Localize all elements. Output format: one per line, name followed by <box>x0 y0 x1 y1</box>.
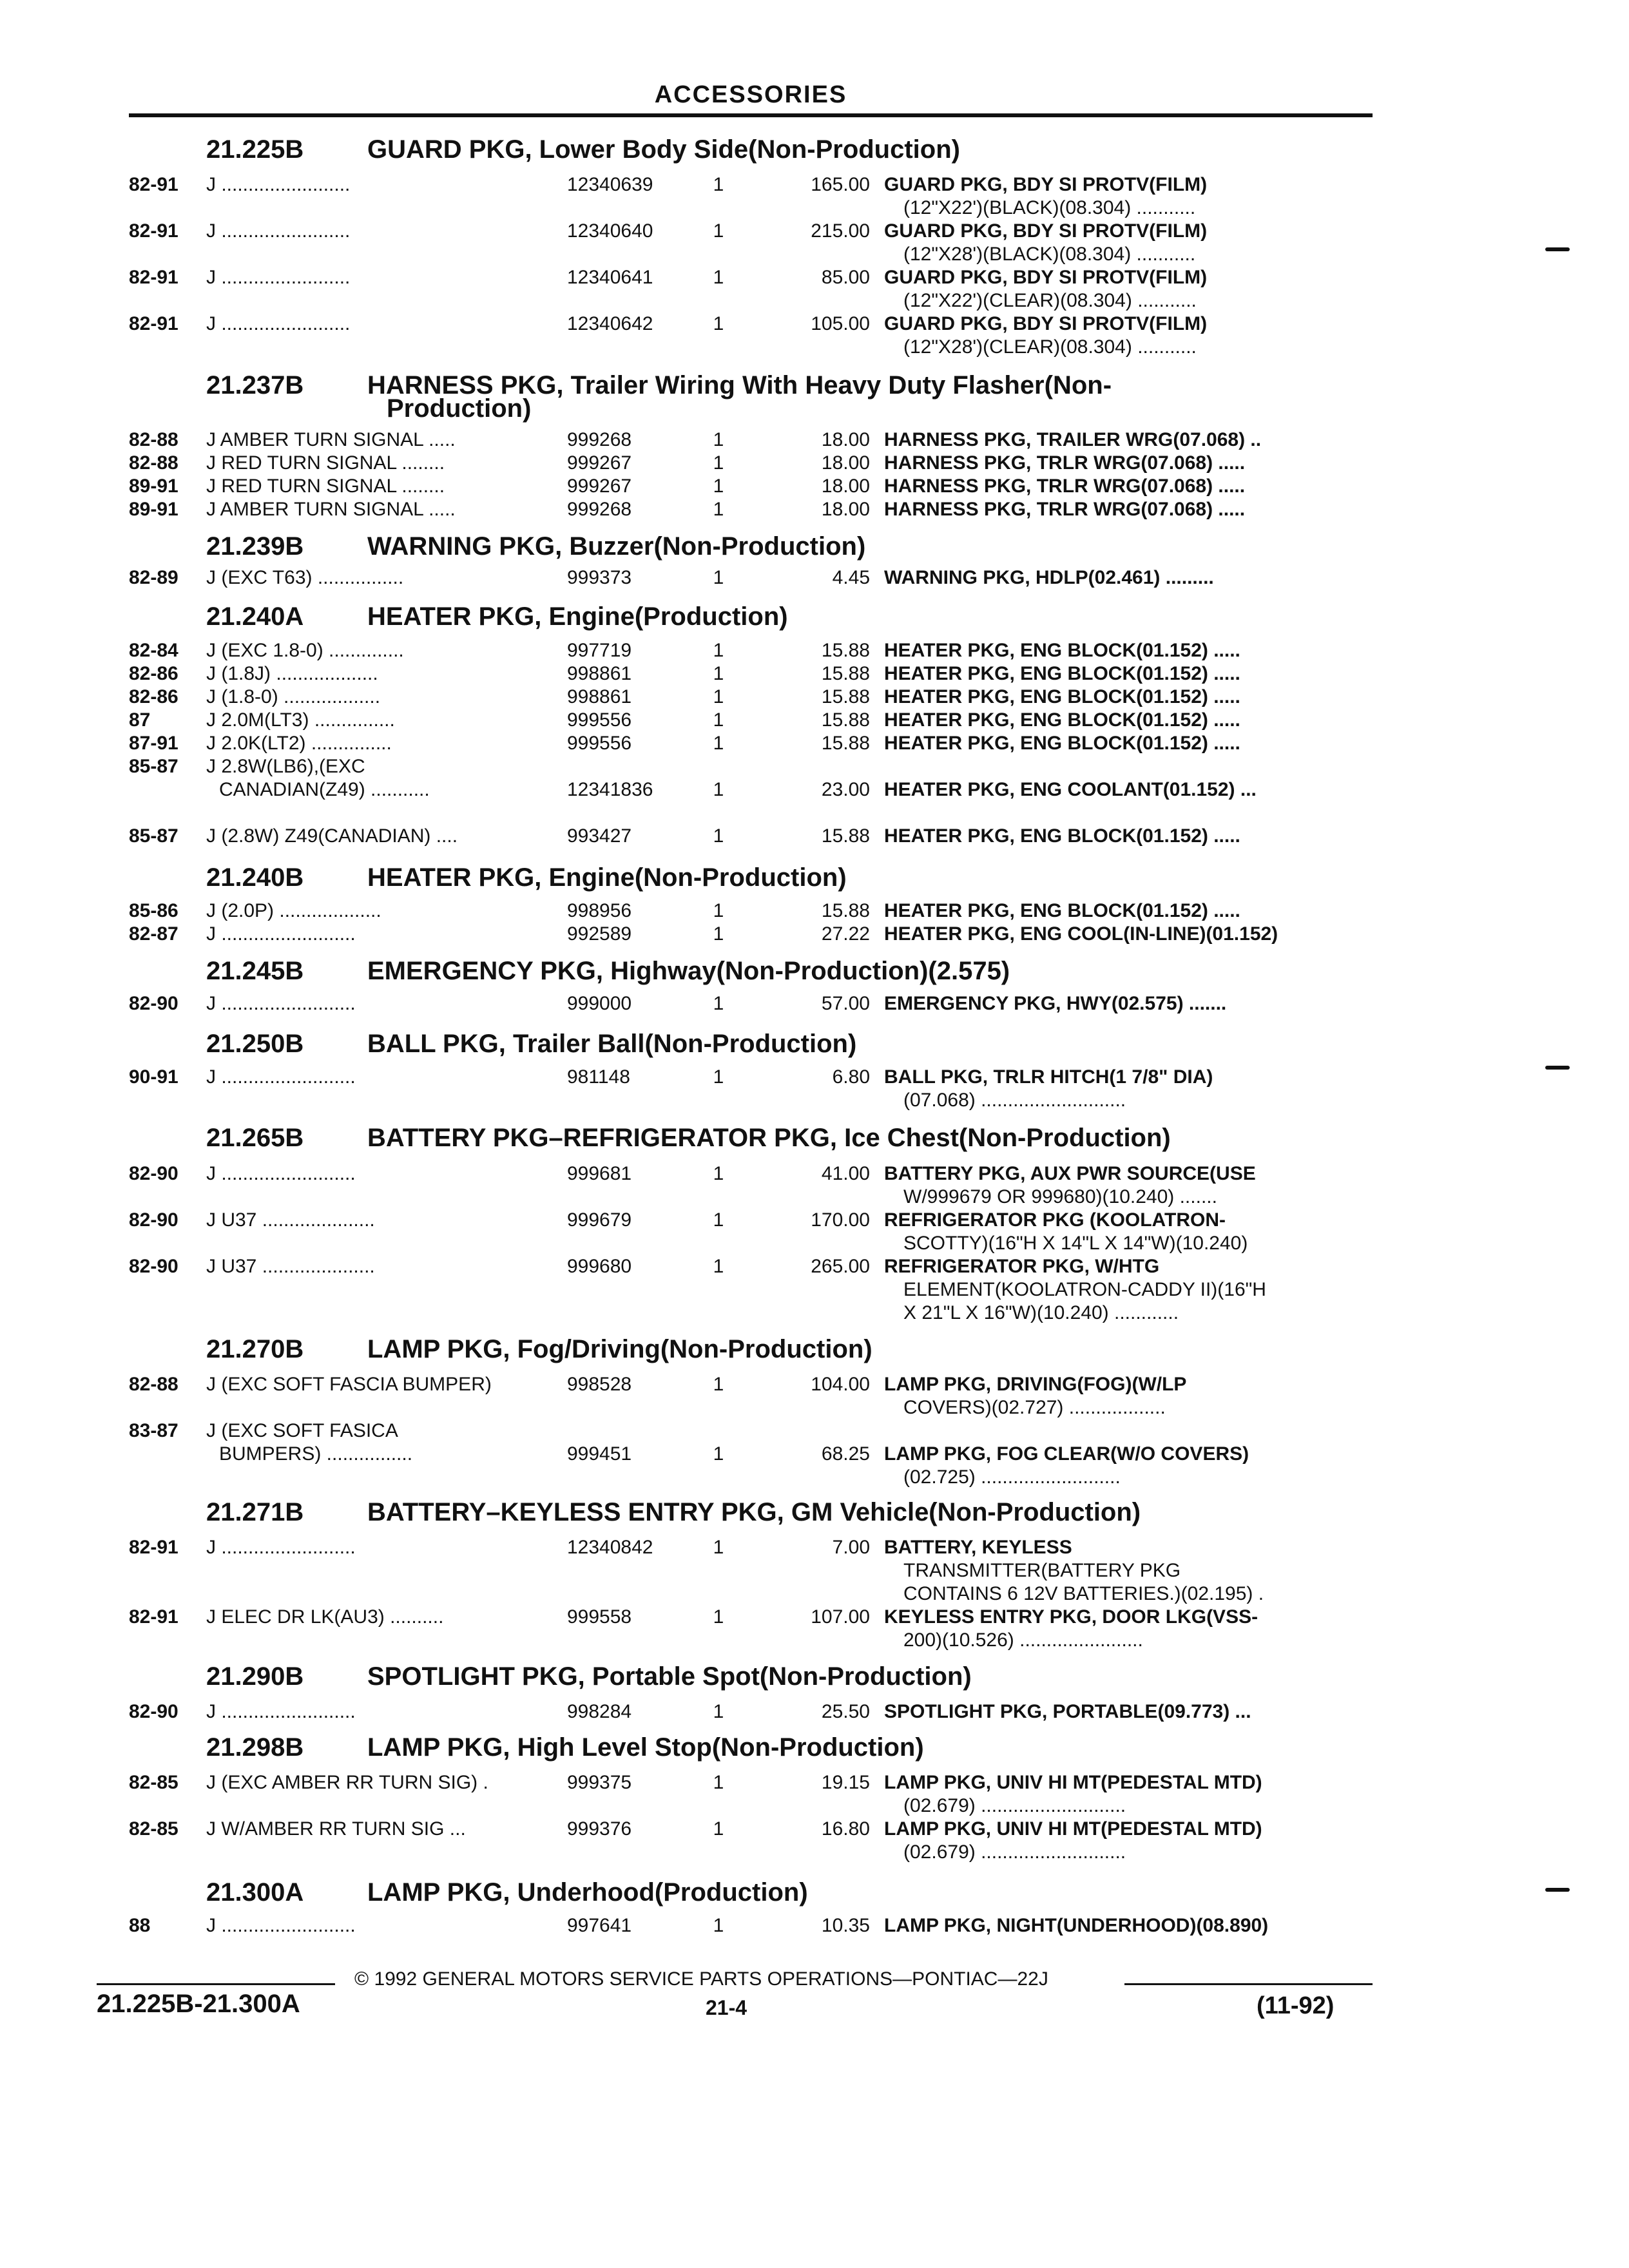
model-years: 89-91 <box>129 476 178 497</box>
part-description-continued: W/999679 OR 999680)(10.240) ....... <box>903 1186 1217 1207</box>
usage-code: J ........................ <box>206 220 351 242</box>
quantity: 1 <box>713 429 724 450</box>
model-years: 85-87 <box>129 825 178 847</box>
section-code: 21.290B <box>206 1662 304 1691</box>
usage-code: J (2.0P) ................... <box>206 900 381 921</box>
part-number: 999375 <box>567 1772 632 1793</box>
part-number: 12340641 <box>567 267 653 288</box>
price: 15.88 <box>821 663 870 684</box>
part-number: 999451 <box>567 1443 632 1465</box>
part-number: 998861 <box>567 663 632 684</box>
model-years: 88 <box>129 1915 151 1936</box>
model-years: 83-87 <box>129 1420 178 1441</box>
footer-date: (11-92) <box>1257 1992 1335 2019</box>
part-description: LAMP PKG, DRIVING(FOG)(W/LP <box>884 1374 1187 1395</box>
part-number: 981148 <box>567 1066 630 1088</box>
part-description: GUARD PKG, BDY SI PROTV(FILM) <box>884 267 1208 288</box>
price: 7.00 <box>832 1537 870 1558</box>
price: 18.00 <box>821 429 870 450</box>
footer-copyright: © 1992 GENERAL MOTORS SERVICE PARTS OPERATIONS—PONTIAC—22J <box>354 1968 1048 1990</box>
quantity: 1 <box>713 452 724 474</box>
section-code: 21.239B <box>206 532 304 561</box>
part-number: 999267 <box>567 452 632 474</box>
model-years: 82-90 <box>129 1256 178 1277</box>
quantity: 1 <box>713 1701 724 1722</box>
price: 18.00 <box>821 452 870 474</box>
part-number: 997719 <box>567 640 632 661</box>
quantity: 1 <box>713 267 724 288</box>
quantity: 1 <box>713 733 724 754</box>
part-description: HARNESS PKG, TRLR WRG(07.068) ..... <box>884 499 1246 520</box>
quantity: 1 <box>713 900 724 921</box>
model-years: 82-86 <box>129 686 178 707</box>
price: 105.00 <box>811 313 870 334</box>
part-number: 999000 <box>567 993 632 1014</box>
model-years: 82-90 <box>129 1701 178 1722</box>
part-description: GUARD PKG, BDY SI PROTV(FILM) <box>884 174 1208 195</box>
part-number: 999558 <box>567 1606 632 1628</box>
part-description: BATTERY, KEYLESS <box>884 1537 1072 1558</box>
part-description-continued: CONTAINS 6 12V BATTERIES.)(02.195) . <box>903 1583 1264 1604</box>
part-number: 12340642 <box>567 313 653 334</box>
price: 15.88 <box>821 900 870 921</box>
usage-code: J 2.8W(LB6),(EXC <box>206 756 365 777</box>
usage-code-continued: CANADIAN(Z49) ........... <box>219 779 430 800</box>
part-description-continued: (02.725) .......................... <box>903 1466 1121 1488</box>
usage-code: J (EXC AMBER RR TURN SIG) . <box>206 1772 488 1793</box>
part-description-continued: 200)(10.526) ....................... <box>903 1629 1143 1651</box>
quantity: 1 <box>713 923 724 945</box>
price: 19.15 <box>821 1772 870 1793</box>
model-years: 82-91 <box>129 267 178 288</box>
section-code: 21.240A <box>206 602 304 631</box>
part-description: HEATER PKG, ENG BLOCK(01.152) ..... <box>884 640 1240 661</box>
part-description: KEYLESS ENTRY PKG, DOOR LKG(VSS- <box>884 1606 1258 1628</box>
quantity: 1 <box>713 174 724 195</box>
usage-code: J (EXC 1.8-0) .............. <box>206 640 404 661</box>
part-description: GUARD PKG, BDY SI PROTV(FILM) <box>884 220 1208 242</box>
section-title: LAMP PKG, Underhood(Production) <box>367 1878 808 1907</box>
model-years: 82-88 <box>129 429 178 450</box>
model-years: 82-85 <box>129 1818 178 1840</box>
price: 165.00 <box>811 174 870 195</box>
header-rule <box>129 113 1373 117</box>
price: 16.80 <box>821 1818 870 1840</box>
usage-code: J ......................... <box>206 923 356 945</box>
part-description: HEATER PKG, ENG BLOCK(01.152) ..... <box>884 825 1240 847</box>
usage-code: J RED TURN SIGNAL ........ <box>206 452 445 474</box>
part-description: HEATER PKG, ENG COOL(IN-LINE)(01.152) <box>884 923 1278 945</box>
model-years: 82-86 <box>129 663 178 684</box>
quantity: 1 <box>713 1818 724 1840</box>
part-description: LAMP PKG, UNIV HI MT(PEDESTAL MTD) <box>884 1818 1262 1840</box>
part-number: 998528 <box>567 1374 632 1395</box>
model-years: 82-91 <box>129 313 178 334</box>
part-description: LAMP PKG, FOG CLEAR(W/O COVERS) <box>884 1443 1249 1465</box>
section-title: BATTERY PKG–REFRIGERATOR PKG, Ice Chest(Non-Production) <box>367 1124 1171 1152</box>
section-title: WARNING PKG, Buzzer(Non-Production) <box>367 532 866 561</box>
section-code: 21.237B <box>206 371 304 399</box>
usage-code-continued: BUMPERS) ................ <box>219 1443 413 1465</box>
quantity: 1 <box>713 825 724 847</box>
part-description: HEATER PKG, ENG BLOCK(01.152) ..... <box>884 709 1240 731</box>
quantity: 1 <box>713 1209 724 1231</box>
price: 15.88 <box>821 825 870 847</box>
price: 85.00 <box>821 267 870 288</box>
part-description-continued: (12"X22')(CLEAR)(08.304) ........... <box>903 290 1197 311</box>
price: 170.00 <box>811 1209 870 1231</box>
usage-code: J U37 ..................... <box>206 1256 375 1277</box>
margin-mark <box>1545 1888 1570 1892</box>
model-years: 82-91 <box>129 220 178 242</box>
quantity: 1 <box>713 779 724 800</box>
price: 6.80 <box>832 1066 870 1088</box>
part-description-continued: COVERS)(02.727) .................. <box>903 1397 1166 1418</box>
part-number: 993427 <box>567 825 632 847</box>
section-code: 21.225B <box>206 135 304 164</box>
usage-code: J RED TURN SIGNAL ........ <box>206 476 445 497</box>
part-description-continued: X 21"L X 16"W)(10.240) ............ <box>903 1302 1179 1323</box>
part-description-continued: TRANSMITTER(BATTERY PKG <box>903 1560 1181 1581</box>
section-code: 21.265B <box>206 1124 304 1152</box>
part-description: REFRIGERATOR PKG (KOOLATRON- <box>884 1209 1226 1231</box>
part-number: 12341836 <box>567 779 653 800</box>
margin-mark <box>1545 247 1570 251</box>
section-title: HEATER PKG, Engine(Production) <box>367 602 788 631</box>
quantity: 1 <box>713 993 724 1014</box>
section-title: SPOTLIGHT PKG, Portable Spot(Non-Production) <box>367 1662 972 1691</box>
part-description: HEATER PKG, ENG BLOCK(01.152) ..... <box>884 686 1240 707</box>
section-title: HARNESS PKG, Trailer Wiring With Heavy Duty Flasher(Non- <box>367 371 1112 399</box>
section-code: 21.270B <box>206 1335 304 1363</box>
usage-code: J ........................ <box>206 313 351 334</box>
quantity: 1 <box>713 1915 724 1936</box>
part-number: 999373 <box>567 567 632 588</box>
model-years: 87-91 <box>129 733 178 754</box>
part-description-continued: (12"X28')(CLEAR)(08.304) ........... <box>903 336 1197 358</box>
price: 41.00 <box>821 1163 870 1184</box>
price: 4.45 <box>832 567 870 588</box>
usage-code: J U37 ..................... <box>206 1209 375 1231</box>
part-description: HARNESS PKG, TRAILER WRG(07.068) .. <box>884 429 1262 450</box>
part-number: 999268 <box>567 499 632 520</box>
usage-code: J AMBER TURN SIGNAL ..... <box>206 429 456 450</box>
model-years: 82-89 <box>129 567 178 588</box>
section-code: 21.298B <box>206 1733 304 1762</box>
usage-code: J ......................... <box>206 1701 356 1722</box>
section-code: 21.300A <box>206 1878 304 1907</box>
part-description: BATTERY PKG, AUX PWR SOURCE(USE <box>884 1163 1256 1184</box>
usage-code: J W/AMBER RR TURN SIG ... <box>206 1818 466 1840</box>
model-years: 87 <box>129 709 151 731</box>
footer-page-number: 21-4 <box>706 1996 747 2019</box>
usage-code: J (EXC SOFT FASICA <box>206 1420 398 1441</box>
model-years: 85-87 <box>129 756 178 777</box>
part-description: SPOTLIGHT PKG, PORTABLE(09.773) ... <box>884 1701 1251 1722</box>
price: 18.00 <box>821 499 870 520</box>
model-years: 89-91 <box>129 499 178 520</box>
usage-code: J (EXC SOFT FASCIA BUMPER) <box>206 1374 492 1395</box>
section-code: 21.250B <box>206 1030 304 1058</box>
price: 10.35 <box>821 1915 870 1936</box>
footer-rule-left <box>97 1983 335 1985</box>
usage-code: J (2.8W) Z49(CANADIAN) .... <box>206 825 458 847</box>
part-number: 999679 <box>567 1209 632 1231</box>
part-description-continued: ELEMENT(KOOLATRON-CADDY II)(16"H <box>903 1279 1266 1300</box>
part-number: 12340639 <box>567 174 653 195</box>
quantity: 1 <box>713 1163 724 1184</box>
price: 15.88 <box>821 733 870 754</box>
part-number: 999681 <box>567 1163 632 1184</box>
section-title: BATTERY–KEYLESS ENTRY PKG, GM Vehicle(Non-Production) <box>367 1498 1141 1526</box>
usage-code: J (1.8J) ................... <box>206 663 378 684</box>
usage-code: J AMBER TURN SIGNAL ..... <box>206 499 456 520</box>
model-years: 82-88 <box>129 1374 178 1395</box>
model-years: 82-90 <box>129 1209 178 1231</box>
section-title: LAMP PKG, High Level Stop(Non-Production) <box>367 1733 924 1762</box>
quantity: 1 <box>713 1772 724 1793</box>
usage-code: J ......................... <box>206 1915 356 1936</box>
price: 27.22 <box>821 923 870 945</box>
part-number: 12340842 <box>567 1537 653 1558</box>
quantity: 1 <box>713 1256 724 1277</box>
price: 215.00 <box>811 220 870 242</box>
price: 25.50 <box>821 1701 870 1722</box>
model-years: 82-84 <box>129 640 178 661</box>
part-description: GUARD PKG, BDY SI PROTV(FILM) <box>884 313 1208 334</box>
part-description-continued: (07.068) ........................... <box>903 1090 1126 1111</box>
usage-code: J ......................... <box>206 993 356 1014</box>
price: 23.00 <box>821 779 870 800</box>
footer-section-range: 21.225B-21.300A <box>97 1990 300 2018</box>
section-title-continued: Production) <box>387 394 532 423</box>
usage-code: J 2.0K(LT2) ............... <box>206 733 392 754</box>
part-description: HEATER PKG, ENG BLOCK(01.152) ..... <box>884 900 1240 921</box>
usage-code: J ........................ <box>206 267 351 288</box>
price: 68.25 <box>821 1443 870 1465</box>
part-description: BALL PKG, TRLR HITCH(1 7/8" DIA) <box>884 1066 1213 1088</box>
part-number: 999267 <box>567 476 632 497</box>
quantity: 1 <box>713 1606 724 1628</box>
quantity: 1 <box>713 313 724 334</box>
part-number: 998284 <box>567 1701 632 1722</box>
part-number: 998861 <box>567 686 632 707</box>
quantity: 1 <box>713 1374 724 1395</box>
price: 107.00 <box>811 1606 870 1628</box>
section-title: GUARD PKG, Lower Body Side(Non-Production) <box>367 135 960 164</box>
quantity: 1 <box>713 567 724 588</box>
usage-code: J (EXC T63) ................ <box>206 567 404 588</box>
model-years: 82-90 <box>129 1163 178 1184</box>
quantity: 1 <box>713 686 724 707</box>
quantity: 1 <box>713 499 724 520</box>
part-number: 997641 <box>567 1915 632 1936</box>
part-number: 992589 <box>567 923 632 945</box>
section-title: BALL PKG, Trailer Ball(Non-Production) <box>367 1030 857 1058</box>
model-years: 82-91 <box>129 1606 178 1628</box>
price: 15.88 <box>821 686 870 707</box>
usage-code: J 2.0M(LT3) ............... <box>206 709 395 731</box>
part-number: 999556 <box>567 733 632 754</box>
part-description: HEATER PKG, ENG COOLANT(01.152) ... <box>884 779 1257 800</box>
part-description: LAMP PKG, UNIV HI MT(PEDESTAL MTD) <box>884 1772 1262 1793</box>
quantity: 1 <box>713 1443 724 1465</box>
quantity: 1 <box>713 220 724 242</box>
quantity: 1 <box>713 1537 724 1558</box>
part-description: HEATER PKG, ENG BLOCK(01.152) ..... <box>884 733 1240 754</box>
part-number: 999680 <box>567 1256 632 1277</box>
part-description-continued: (12"X22')(BLACK)(08.304) ........... <box>903 197 1196 218</box>
usage-code: J ELEC DR LK(AU3) .......... <box>206 1606 444 1628</box>
part-description-continued: (02.679) ........................... <box>903 1795 1126 1816</box>
section-code: 21.271B <box>206 1498 304 1526</box>
section-code: 21.240B <box>206 863 304 892</box>
model-years: 82-91 <box>129 174 178 195</box>
usage-code: J ......................... <box>206 1537 356 1558</box>
model-years: 82-85 <box>129 1772 178 1793</box>
quantity: 1 <box>713 1066 724 1088</box>
part-description-continued: SCOTTY)(16"H X 14"L X 14"W)(10.240) <box>903 1233 1248 1254</box>
part-description: LAMP PKG, NIGHT(UNDERHOOD)(08.890) <box>884 1915 1269 1936</box>
part-description: WARNING PKG, HDLP(02.461) ......... <box>884 567 1214 588</box>
usage-code: J ........................ <box>206 174 351 195</box>
part-description-continued: (12"X28')(BLACK)(08.304) ........... <box>903 244 1196 265</box>
margin-mark <box>1545 1066 1570 1070</box>
model-years: 90-91 <box>129 1066 178 1088</box>
price: 15.88 <box>821 709 870 731</box>
quantity: 1 <box>713 640 724 661</box>
part-description: HARNESS PKG, TRLR WRG(07.068) ..... <box>884 476 1246 497</box>
model-years: 82-88 <box>129 452 178 474</box>
usage-code: J ......................... <box>206 1163 356 1184</box>
footer-rule-right <box>1124 1983 1373 1985</box>
quantity: 1 <box>713 709 724 731</box>
part-description: HARNESS PKG, TRLR WRG(07.068) ..... <box>884 452 1246 474</box>
part-number: 998956 <box>567 900 632 921</box>
price: 18.00 <box>821 476 870 497</box>
quantity: 1 <box>713 663 724 684</box>
part-description: REFRIGERATOR PKG, W/HTG <box>884 1256 1160 1277</box>
price: 57.00 <box>821 993 870 1014</box>
page-title: ACCESSORIES <box>654 81 847 108</box>
model-years: 82-90 <box>129 993 178 1014</box>
section-title: LAMP PKG, Fog/Driving(Non-Production) <box>367 1335 872 1363</box>
price: 265.00 <box>811 1256 870 1277</box>
usage-code: J (1.8-0) .................. <box>206 686 381 707</box>
section-title: EMERGENCY PKG, Highway(Non-Production)(2.575) <box>367 957 1010 985</box>
usage-code: J ......................... <box>206 1066 356 1088</box>
section-code: 21.245B <box>206 957 304 985</box>
section-title: HEATER PKG, Engine(Non-Production) <box>367 863 847 892</box>
model-years: 82-91 <box>129 1537 178 1558</box>
part-number: 999376 <box>567 1818 632 1840</box>
part-number: 12340640 <box>567 220 653 242</box>
quantity: 1 <box>713 476 724 497</box>
part-number: 999556 <box>567 709 632 731</box>
part-description: HEATER PKG, ENG BLOCK(01.152) ..... <box>884 663 1240 684</box>
model-years: 85-86 <box>129 900 178 921</box>
part-number: 999268 <box>567 429 632 450</box>
price: 15.88 <box>821 640 870 661</box>
model-years: 82-87 <box>129 923 178 945</box>
part-description: EMERGENCY PKG, HWY(02.575) ....... <box>884 993 1227 1014</box>
part-description-continued: (02.679) ........................... <box>903 1841 1126 1863</box>
price: 104.00 <box>811 1374 870 1395</box>
